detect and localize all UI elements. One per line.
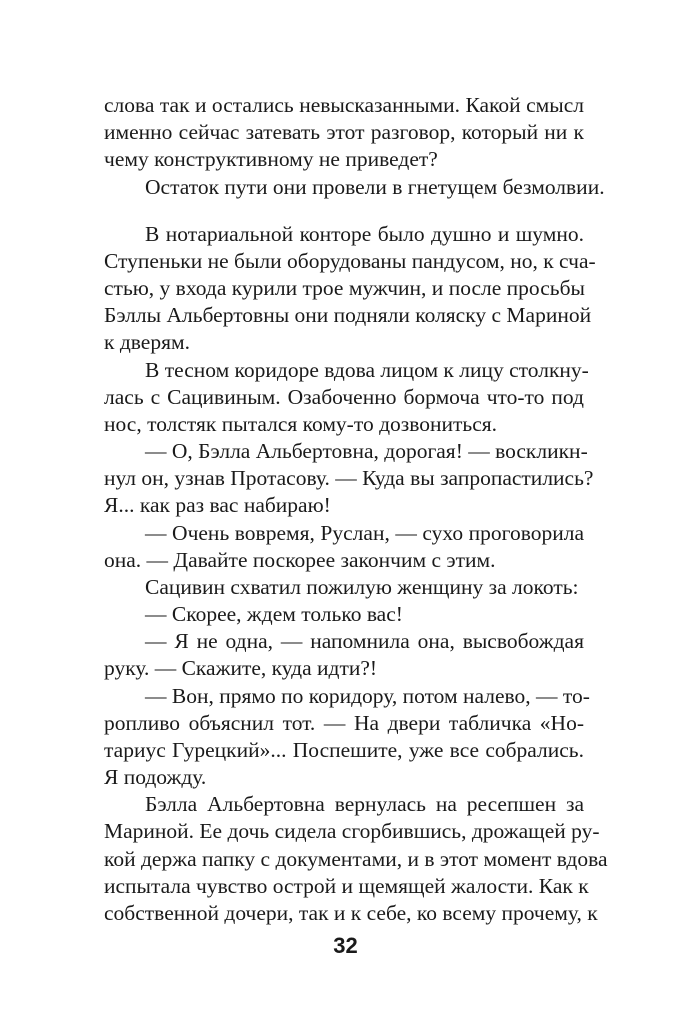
text-line: В тесном коридоре вдова лицом к лицу столкну- <box>145 358 589 382</box>
text-line: нос, толстяк пытался кому-то дозвониться. <box>104 412 498 436</box>
text-line: слова так и остались невысказанными. Какой смысл <box>104 93 584 117</box>
text-line: тариус Гурецкий»... Поспешите, уже все собрались. <box>104 738 584 762</box>
text-line: Сацивин схватил пожилую женщину за локоть: <box>145 575 579 599</box>
text-line: ропливо объяснил тот. — На двери табличка «Но- <box>104 711 584 735</box>
text-line: чему конструктивному не приведет? <box>104 147 438 171</box>
text-line: — Очень вовремя, Руслан, — сухо проговорила <box>145 521 584 545</box>
text-line: Я подожду. <box>104 765 207 789</box>
text-line: Я... как раз вас набираю! <box>104 493 331 517</box>
text-line: Бэллы Альбертовны они подняли коляску с Мариной <box>104 303 592 327</box>
text-line: Остаток пути они провели в гнетущем безмолвии. <box>145 175 605 199</box>
text-line: В нотариальной конторе было душно и шумно. <box>145 222 584 246</box>
text-line: нул он, узнав Протасову. — Куда вы запропастились? <box>104 466 594 490</box>
text-line: лась с Сацивиным. Озабоченно бормоча что-то под <box>104 385 584 409</box>
text-line: кой держа папку с документами, и в этот момент вдова <box>104 847 608 871</box>
text-line: Бэлла Альбертовна вернулась на ресепшен за <box>145 792 584 816</box>
text-line: к дверям. <box>104 330 190 354</box>
text-line: собственной дочери, так и к себе, ко всему прочему, к <box>104 901 598 925</box>
text-line: — О, Бэлла Альбертовна, дорогая! — воскликн- <box>145 439 588 463</box>
text-line: — Скорее, ждем только вас! <box>145 602 403 626</box>
text-line: руку. — Скажите, куда идти?! <box>104 656 378 680</box>
text-line: испытала чувство острой и щемящей жалости. Как к <box>104 874 589 898</box>
text-line: — Я не одна, — напомнила она, высвобождая <box>145 629 584 653</box>
text-line: Мариной. Ее дочь сидела сгорбившись, дрожащей ру- <box>104 819 600 843</box>
text-line: именно сейчас затевать этот разговор, который ни к <box>104 120 584 144</box>
text-line: она. — Давайте поскорее закончим с этим. <box>104 548 496 572</box>
text-line: Ступеньки не были оборудованы пандусом, но, к сча- <box>104 249 596 273</box>
text-line: — Вон, прямо по коридору, потом налево, — то- <box>145 684 590 708</box>
page-number: 32 <box>333 933 358 958</box>
text-line: стью, у входа курили трое мужчин, и после просьбы <box>104 276 585 300</box>
